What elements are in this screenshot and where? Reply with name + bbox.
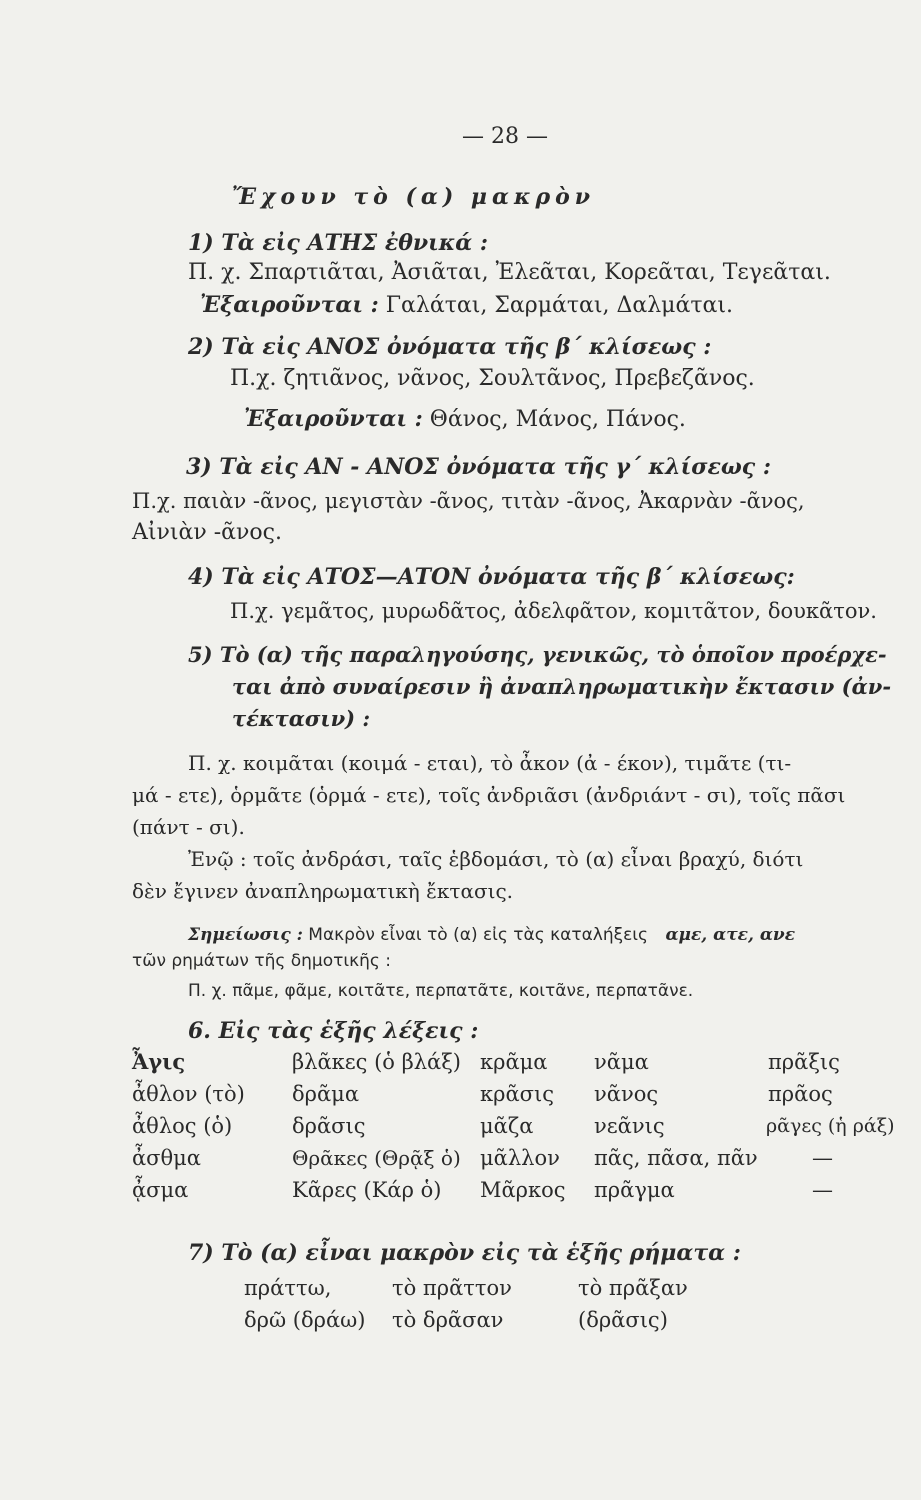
rule1-exceptions-label: Ἐξαιροῦνται :: [200, 292, 379, 318]
rule5-note-line2: δὲν ἔγινεν ἀναπληρωματικὴ ἔκτασις.: [132, 879, 513, 903]
word-cell: ἆθλον (τὸ): [132, 1082, 245, 1106]
rule2-title: 2) Τὰ εἰς ΑΝΟΣ ὀνόματα τῆς β΄ κλίσεως :: [188, 334, 712, 360]
rule2-exceptions: [244, 404, 686, 435]
verb-cell: πράττω,: [244, 1276, 332, 1300]
rule5-title-line3: τέκτασιν) :: [232, 706, 371, 731]
word-cell: ἆθλος (ὁ): [132, 1114, 233, 1138]
remark-text: Μακρὸν εἶναι τὸ (α) εἰς τὰς καταλήξεις: [308, 925, 649, 945]
word-cell: νᾶμα: [594, 1050, 649, 1074]
word-cell: πρᾶος: [768, 1082, 833, 1106]
verb-cell: (δρᾶσις): [578, 1308, 668, 1332]
rule1-exceptions: [200, 290, 733, 321]
word-cell: Κᾶρες (Κάρ ὁ): [292, 1178, 442, 1202]
verb-cell: δρῶ (δράω): [244, 1308, 366, 1332]
word-cell: δρᾶσις: [292, 1114, 366, 1138]
verb-cell: τὸ πρᾶττον: [392, 1276, 512, 1300]
word-cell: —: [812, 1146, 833, 1170]
rule3-title: 3) Τὰ εἰς ΑΝ - ΑΝΟΣ ὀνόματα τῆς γ΄ κλίσεως :: [186, 454, 771, 480]
rule5-title-line1: 5) Τὸ (α) τῆς παραληγούσης, γενικῶς, τὸ ὁποῖον προέρχε-: [188, 642, 887, 667]
rule5-example-line1: Π. χ. κοιμᾶται (κοιμά - εται), τὸ ἆκον (ἀ - έκον), τιμᾶτε (τι-: [188, 751, 792, 775]
word-cell: δρᾶμα: [292, 1082, 359, 1106]
rule5-example-line3: (πάντ - σι).: [132, 815, 245, 839]
rule1-example: Π. χ. Σπαρτιᾶται, Ἀσιᾶται, Ἐλεᾶται, Κορεᾶται, Τεγεᾶται.: [188, 260, 831, 285]
rule5-note-line1: Ἐνῷ : τοῖς ἀνδράσι, ταῖς ἑβδομάσι, τὸ (α) εἶναι βραχύ, διότι: [188, 847, 804, 871]
rule5-title-line2: ται ἀπὸ συναίρεσιν ἢ ἀναπληρωματικὴν ἔκτασιν (ἀν-: [232, 674, 892, 699]
rule6-title: 6. Εἰς τὰς ἑξῆς λέξεις :: [188, 1018, 479, 1044]
word-cell: πρᾶγμα: [594, 1178, 675, 1202]
rule2-exceptions-list: Θάνος, Μάνος, Πάνος.: [429, 407, 686, 432]
word-cell: πρᾶξις: [768, 1050, 840, 1074]
verb-cell: τὸ δρᾶσαν: [392, 1308, 504, 1332]
rule7-title: 7) Τὸ (α) εἶναι μακρὸν εἰς τὰ ἑξῆς ρήματα :: [188, 1240, 741, 1266]
rule3-example-line1: Π.χ. παιὰν -ᾶνος, μεγιστὰν -ᾶνος, τιτὰν -ᾶνος, Ἀκαρνὰν -ᾶνος,: [132, 489, 805, 513]
remark-line2: τῶν ρημάτων τῆς δημοτικῆς :: [132, 951, 392, 971]
word-cell: ᾆσμα: [132, 1178, 189, 1202]
word-cell: κρᾶμα: [480, 1050, 548, 1074]
verb-cell: τὸ πρᾶξαν: [578, 1276, 688, 1300]
rule1-exceptions-list: Γαλάται, Σαρμάται, Δαλμάται.: [385, 293, 733, 318]
rule5-example-line2: μά - ετε), ὁρμᾶτε (ὁρμά - ετε), τοῖς ἀνδριᾶσι (ἀνδριάντ - σι), τοῖς πᾶσι: [132, 783, 846, 807]
word-cell: μᾶλλον: [480, 1146, 560, 1170]
word-cell: Ἆγις: [132, 1049, 186, 1074]
rule2-example: Π.χ. ζητιᾶνος, νᾶνος, Σουλτᾶνος, Πρεβεζᾶνος.: [230, 366, 755, 391]
word-cell: πᾶς, πᾶσα, πᾶν: [594, 1146, 758, 1170]
word-cell: κρᾶσις: [480, 1082, 554, 1106]
word-cell: ρᾶγες (ἡ ράξ): [766, 1115, 895, 1137]
page-number: — 28 —: [462, 124, 548, 149]
section-heading: Ἔχουν τὸ (α) μακρὸν: [232, 184, 596, 210]
remark-label: Σημείωσις :: [188, 925, 303, 945]
word-cell: ἆσθμα: [132, 1146, 201, 1170]
word-cell: μᾶζα: [480, 1114, 534, 1138]
rule1-title: 1) Τὰ εἰς ΑΤΗΣ ἐθνικά :: [188, 230, 489, 256]
word-cell: βλᾶκες (ὁ βλάξ): [292, 1050, 461, 1074]
rule2-exceptions-label: Ἐξαιροῦνται :: [244, 406, 423, 432]
rule4-example: Π.χ. γεμᾶτος, μυρωδᾶτος, ἀδελφᾶτον, κομιτᾶτον, δουκᾶτον.: [230, 599, 877, 623]
word-cell: νᾶνος: [594, 1082, 659, 1106]
remark-endings: αμε, ατε, ανε: [665, 925, 796, 945]
word-cell: Θρᾶκες (Θρᾷξ ὁ): [292, 1146, 461, 1170]
remark-line3: Π. χ. πᾶμε, φᾶμε, κοιτᾶτε, περπατᾶτε, κοιτᾶνε, περπατᾶνε.: [188, 981, 694, 1001]
word-cell: —: [812, 1178, 833, 1202]
word-cell: Μᾶρκος: [480, 1178, 566, 1202]
rule4-title: 4) Τὰ εἰς ΑΤΟΣ—ΑΤΟΝ ὀνόματα τῆς β΄ κλίσεως:: [188, 564, 795, 590]
word-cell: νεᾶνις: [594, 1114, 665, 1138]
rule3-example-line2: Αἰνιὰν -ᾶνος.: [132, 520, 282, 545]
